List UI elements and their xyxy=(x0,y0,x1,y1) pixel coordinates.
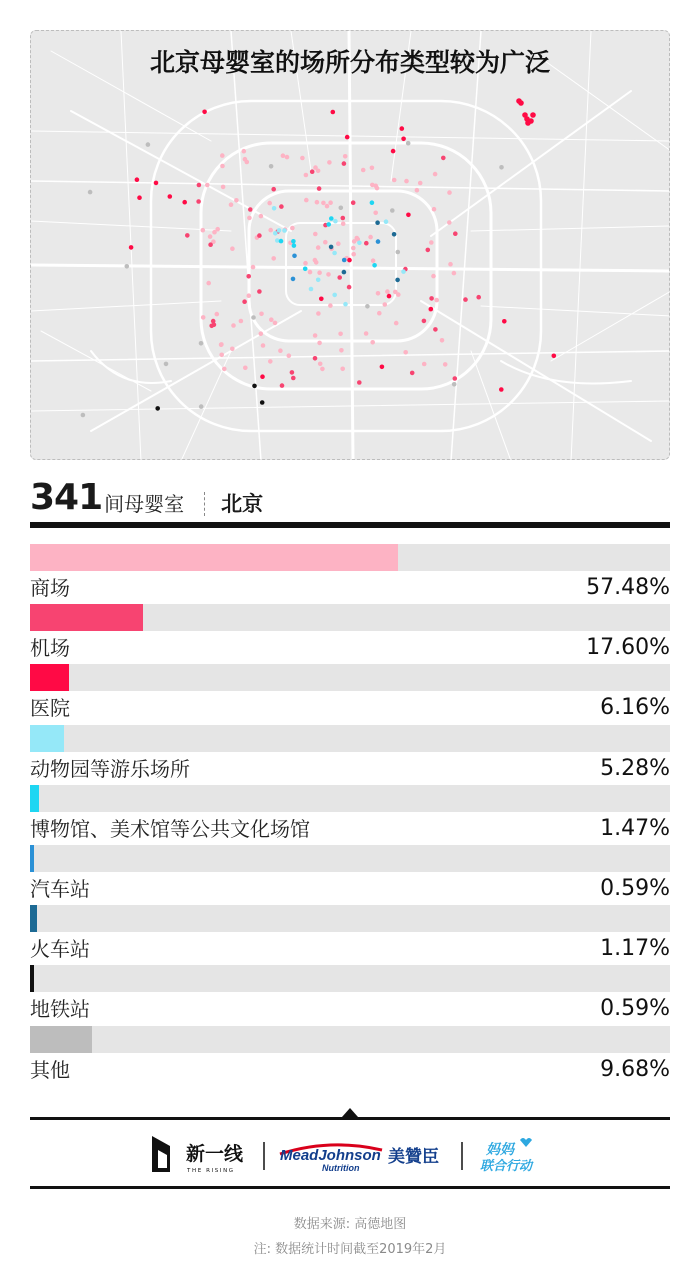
map-dot xyxy=(452,271,457,276)
mama-text: 妈妈 xyxy=(486,1142,514,1158)
map-dot xyxy=(220,153,225,158)
map-dot xyxy=(239,319,244,324)
footer-divider-top xyxy=(30,1117,670,1120)
map-dot xyxy=(246,274,251,279)
map-dot xyxy=(453,376,458,381)
map-dot xyxy=(81,413,86,418)
data-source: 数据来源: 高德地图 xyxy=(293,1217,407,1232)
map-dot xyxy=(452,382,457,387)
map-dot xyxy=(463,297,468,302)
map-dot xyxy=(325,204,330,209)
bar-value: 17.60% xyxy=(586,635,670,661)
map-dot xyxy=(291,376,296,381)
bar-fill xyxy=(30,965,34,992)
map-dot xyxy=(269,317,274,322)
map-dot xyxy=(372,263,377,268)
map-dot xyxy=(415,188,420,193)
map-dot xyxy=(448,262,453,267)
map-dot xyxy=(304,173,309,178)
xinyixian-text: 新一线 xyxy=(186,1143,244,1165)
map-dot xyxy=(146,142,151,147)
map-dot xyxy=(282,228,287,233)
map-dot xyxy=(380,365,385,370)
map-dot xyxy=(345,135,350,140)
map-dot xyxy=(280,383,285,388)
map-dot xyxy=(333,219,338,224)
map-dot xyxy=(230,246,235,251)
map-dot xyxy=(272,206,277,211)
map-dot xyxy=(329,245,334,250)
map-dot xyxy=(199,404,204,409)
map-dot xyxy=(370,183,375,188)
map-dot xyxy=(342,258,347,263)
map-dot xyxy=(394,321,399,326)
map-dot xyxy=(351,200,356,205)
map-dot xyxy=(502,319,507,324)
map-dot xyxy=(440,338,445,343)
map-dot xyxy=(303,261,308,266)
map-dot xyxy=(279,239,284,244)
total-count: 341 xyxy=(30,477,103,518)
map-dot xyxy=(320,367,325,372)
bar-label: 火车站 xyxy=(30,937,90,962)
map-dot xyxy=(219,343,224,348)
map-dot xyxy=(260,400,265,405)
bar-row xyxy=(30,604,670,664)
map-dot xyxy=(267,201,272,206)
count-unit: 间母婴室 xyxy=(104,492,185,516)
city-name: 北京 xyxy=(221,492,264,516)
map-dot xyxy=(332,251,337,256)
bar-label: 商场 xyxy=(30,576,70,600)
map-dot xyxy=(291,239,296,244)
bar-row xyxy=(30,785,670,845)
map-dot xyxy=(347,258,352,263)
heart-icon xyxy=(520,1138,532,1147)
map-dot xyxy=(137,195,142,200)
map-dot xyxy=(313,258,318,263)
mead-subtext: Nutrition xyxy=(322,1163,360,1173)
map-dot xyxy=(248,207,253,212)
map-dot xyxy=(257,289,262,294)
bar-fill xyxy=(30,905,37,932)
map-dot xyxy=(197,183,202,188)
map-dot xyxy=(313,356,318,361)
map-dot xyxy=(499,387,504,392)
bar-fill xyxy=(30,664,69,691)
summary-separator xyxy=(204,492,205,516)
map-dot xyxy=(343,154,348,159)
map-dot xyxy=(370,200,375,205)
map-dot xyxy=(310,169,315,174)
map-dot xyxy=(277,228,282,233)
map-dot xyxy=(432,207,437,212)
map-dot xyxy=(212,230,217,235)
map-dot xyxy=(387,294,392,299)
bar-chart xyxy=(30,544,670,1086)
map-dot xyxy=(259,331,264,336)
map-dot xyxy=(476,295,481,300)
map-dot xyxy=(410,371,415,376)
map-dot xyxy=(355,236,360,241)
map-dot xyxy=(375,186,380,191)
bar-label: 医院 xyxy=(30,696,70,721)
bar-label: 博物馆、美术馆等公共文化场馆 xyxy=(30,816,310,841)
map-dot xyxy=(317,270,322,275)
map-dot xyxy=(340,367,345,372)
bar-value: 0.59% xyxy=(600,875,670,901)
map-dot xyxy=(271,256,276,261)
map-title: 北京母婴室的场所分布类型较为广泛 xyxy=(149,48,550,77)
map-dot xyxy=(443,362,448,367)
map-dot xyxy=(530,112,536,118)
map-dot xyxy=(135,177,140,182)
map-dot xyxy=(341,216,346,221)
map-dot xyxy=(426,248,431,253)
data-note: 注: 数据统计时间截至2019年2月 xyxy=(253,1242,447,1257)
map-dot xyxy=(313,333,318,338)
map-dot xyxy=(429,240,434,245)
map-dot xyxy=(251,265,256,270)
bar-label: 其他 xyxy=(30,1057,70,1082)
map-dot xyxy=(328,303,333,308)
map-dot xyxy=(332,293,337,298)
bar-track xyxy=(30,905,670,932)
map-dot xyxy=(164,362,169,367)
map-dot xyxy=(364,331,369,336)
bar-row xyxy=(30,725,670,785)
map-dot xyxy=(202,110,207,115)
map-dot xyxy=(361,168,366,173)
bar-row xyxy=(30,905,670,965)
map-dot xyxy=(268,359,273,364)
map-dot xyxy=(308,270,313,275)
map-dot xyxy=(247,293,252,298)
map-dot xyxy=(351,246,356,251)
map-dot xyxy=(383,302,388,307)
map-dot xyxy=(303,267,308,272)
map-dot xyxy=(343,302,348,307)
map-dot xyxy=(431,274,436,279)
map-dot xyxy=(390,208,395,213)
map-dot xyxy=(234,198,239,203)
map-dot xyxy=(252,384,257,389)
map-dot xyxy=(317,341,322,346)
map-dot xyxy=(316,311,321,316)
map-dot xyxy=(206,281,211,286)
map-dot xyxy=(339,348,344,353)
bar-row xyxy=(30,544,670,604)
map-dot xyxy=(368,235,373,240)
map-dot xyxy=(279,204,284,209)
map-dot xyxy=(287,353,292,358)
map-dot xyxy=(429,307,434,312)
map-dot xyxy=(309,287,314,292)
map-dot xyxy=(215,312,220,317)
map-dot xyxy=(328,200,333,205)
map-dot xyxy=(323,240,328,245)
bar-row xyxy=(30,1026,670,1086)
bar-value: 5.28% xyxy=(600,755,670,781)
map-dot xyxy=(422,362,427,367)
map-dot xyxy=(273,231,278,236)
map-dot xyxy=(364,241,369,246)
map-dot xyxy=(313,232,318,237)
map-dot xyxy=(418,181,423,186)
bar-track xyxy=(30,664,670,691)
map-dot xyxy=(400,126,405,131)
meizanchen-text: 美贊臣 xyxy=(388,1147,439,1167)
map-dot xyxy=(342,270,347,275)
xinyixian-subtext: THE RISING xyxy=(187,1168,235,1174)
bar-track xyxy=(30,1026,670,1053)
bar-track xyxy=(30,785,670,812)
map-dot xyxy=(211,319,216,324)
map-dot xyxy=(365,304,370,309)
map-dot xyxy=(392,178,397,183)
bar-label: 机场 xyxy=(30,636,70,661)
map-dot xyxy=(376,239,381,244)
map-dot xyxy=(88,190,93,195)
map-dot xyxy=(268,228,273,233)
map-dot xyxy=(199,341,204,346)
map-dot xyxy=(205,183,210,188)
map-dot xyxy=(525,120,531,126)
map-dot xyxy=(453,231,458,236)
bar-track xyxy=(30,725,670,752)
map-dot xyxy=(357,241,362,246)
map-dot xyxy=(336,241,341,246)
map-dot xyxy=(373,211,378,216)
map-dot xyxy=(433,327,438,332)
divider-triangle xyxy=(342,1108,358,1117)
map-dot xyxy=(317,186,322,191)
map-dot xyxy=(219,353,224,358)
map-dot xyxy=(341,221,346,226)
mead-johnson-logo xyxy=(280,1145,439,1173)
map-dot xyxy=(154,181,159,186)
map-dot xyxy=(196,199,201,204)
bar-row xyxy=(30,664,670,724)
map-card xyxy=(30,30,670,460)
bar-fill xyxy=(30,785,39,812)
beijing-map xyxy=(31,31,670,460)
xinyixian-logo xyxy=(152,1136,244,1174)
map-dot xyxy=(384,219,389,224)
map-dot xyxy=(370,166,375,171)
map-dot xyxy=(327,160,332,165)
map-dot xyxy=(422,319,427,324)
map-dot xyxy=(261,343,266,348)
map-dot xyxy=(319,297,324,302)
map-dot xyxy=(434,298,439,303)
map-dot xyxy=(318,362,323,367)
sponsor-logos xyxy=(30,1130,670,1180)
bar-fill xyxy=(30,544,398,571)
map-dot xyxy=(321,201,326,206)
bar-track xyxy=(30,604,670,631)
map-dot xyxy=(406,141,411,146)
map-dot xyxy=(292,243,297,248)
map-dot xyxy=(406,213,411,218)
map-dot xyxy=(370,340,375,345)
bar-value: 1.47% xyxy=(600,815,670,841)
mead-text: MeadJohnson xyxy=(280,1147,381,1164)
map-dot xyxy=(259,312,264,317)
map-dot xyxy=(338,332,343,337)
map-dot xyxy=(447,190,452,195)
map-dot xyxy=(221,185,226,190)
map-dot xyxy=(433,172,438,177)
map-dot xyxy=(222,367,227,372)
map-dot xyxy=(201,228,206,233)
bar-track xyxy=(30,845,670,872)
map-dot xyxy=(404,179,409,184)
map-dot xyxy=(395,278,400,283)
map-dot xyxy=(326,222,331,227)
footer-divider-bottom xyxy=(30,1186,670,1189)
map-dot xyxy=(168,194,173,199)
bar-value: 0.59% xyxy=(600,996,670,1022)
summary xyxy=(30,474,263,518)
map-dot xyxy=(337,275,342,280)
map-dot xyxy=(375,220,380,225)
map-dot xyxy=(242,149,247,154)
map-dot xyxy=(231,323,236,328)
map-dot xyxy=(251,315,256,320)
map-dot xyxy=(243,157,248,162)
mama-action-logo xyxy=(480,1138,534,1174)
map-dot xyxy=(290,226,295,231)
map-dot xyxy=(429,296,434,301)
map-dot xyxy=(357,380,362,385)
map-dot xyxy=(518,100,524,106)
map-dot xyxy=(313,165,318,170)
map-dot xyxy=(242,299,247,304)
bar-label: 动物园等游乐场所 xyxy=(30,756,190,781)
bar-value: 57.48% xyxy=(586,575,670,600)
map-dot xyxy=(331,110,336,115)
map-dot xyxy=(351,252,356,257)
bar-label: 汽车站 xyxy=(30,876,90,901)
bar-value: 9.68% xyxy=(600,1056,670,1082)
map-dot xyxy=(552,354,557,359)
map-dot xyxy=(278,348,283,353)
bar-fill xyxy=(30,604,143,631)
map-dot xyxy=(260,374,265,379)
map-dot xyxy=(393,290,398,295)
header-divider xyxy=(30,522,670,528)
map-dot xyxy=(315,200,320,205)
map-dot xyxy=(269,164,274,169)
map-dot xyxy=(125,264,130,269)
map-dot xyxy=(371,258,376,263)
map-dot xyxy=(230,347,235,352)
map-dot xyxy=(291,277,296,282)
map-dot xyxy=(182,200,187,205)
map-dot xyxy=(396,250,401,255)
bar-fill xyxy=(30,1026,92,1053)
map-dot xyxy=(326,272,331,277)
map-dot xyxy=(273,321,278,326)
bar-track xyxy=(30,544,670,571)
bar-fill xyxy=(30,725,64,752)
map-dot xyxy=(247,216,252,221)
map-dot xyxy=(285,155,290,160)
map-dot xyxy=(385,289,390,294)
map-dot xyxy=(377,311,382,316)
bar-track xyxy=(30,965,670,992)
map-dot xyxy=(339,206,344,211)
map-dot xyxy=(201,315,206,320)
map-dot xyxy=(447,220,452,225)
map-dot xyxy=(316,245,321,250)
map-dot xyxy=(257,233,262,238)
map-dot xyxy=(392,232,397,237)
map-dot xyxy=(243,366,248,371)
map-dot xyxy=(499,165,504,170)
map-dot xyxy=(401,269,406,274)
mama-action-text: 联合行动 xyxy=(480,1159,533,1174)
map-dot xyxy=(403,350,408,355)
map-dot xyxy=(342,161,347,166)
map-dot xyxy=(391,149,396,154)
map-dot xyxy=(401,137,406,142)
map-dot xyxy=(329,216,334,221)
bar-fill xyxy=(30,845,34,872)
map-dot xyxy=(292,254,297,259)
bar-row xyxy=(30,845,670,905)
bar-row xyxy=(30,965,670,1025)
map-dot xyxy=(281,153,286,158)
map-dot xyxy=(290,370,295,375)
map-dot xyxy=(208,234,213,239)
map-dot xyxy=(208,242,213,247)
bar-value: 6.16% xyxy=(600,695,670,721)
bar-value: 1.17% xyxy=(600,936,670,962)
map-dot xyxy=(376,291,381,296)
map-dot xyxy=(155,406,160,411)
bar-label: 地铁站 xyxy=(30,997,90,1022)
map-dot xyxy=(185,233,190,238)
map-dot xyxy=(347,285,352,290)
map-dot xyxy=(316,278,321,283)
map-dot xyxy=(229,202,234,207)
map-dot xyxy=(441,156,446,161)
map-dot xyxy=(304,198,309,203)
map-dot xyxy=(300,156,305,161)
map-dot xyxy=(259,214,264,219)
map-dot xyxy=(129,245,134,250)
map-dot xyxy=(271,187,276,192)
map-dot xyxy=(220,164,225,169)
